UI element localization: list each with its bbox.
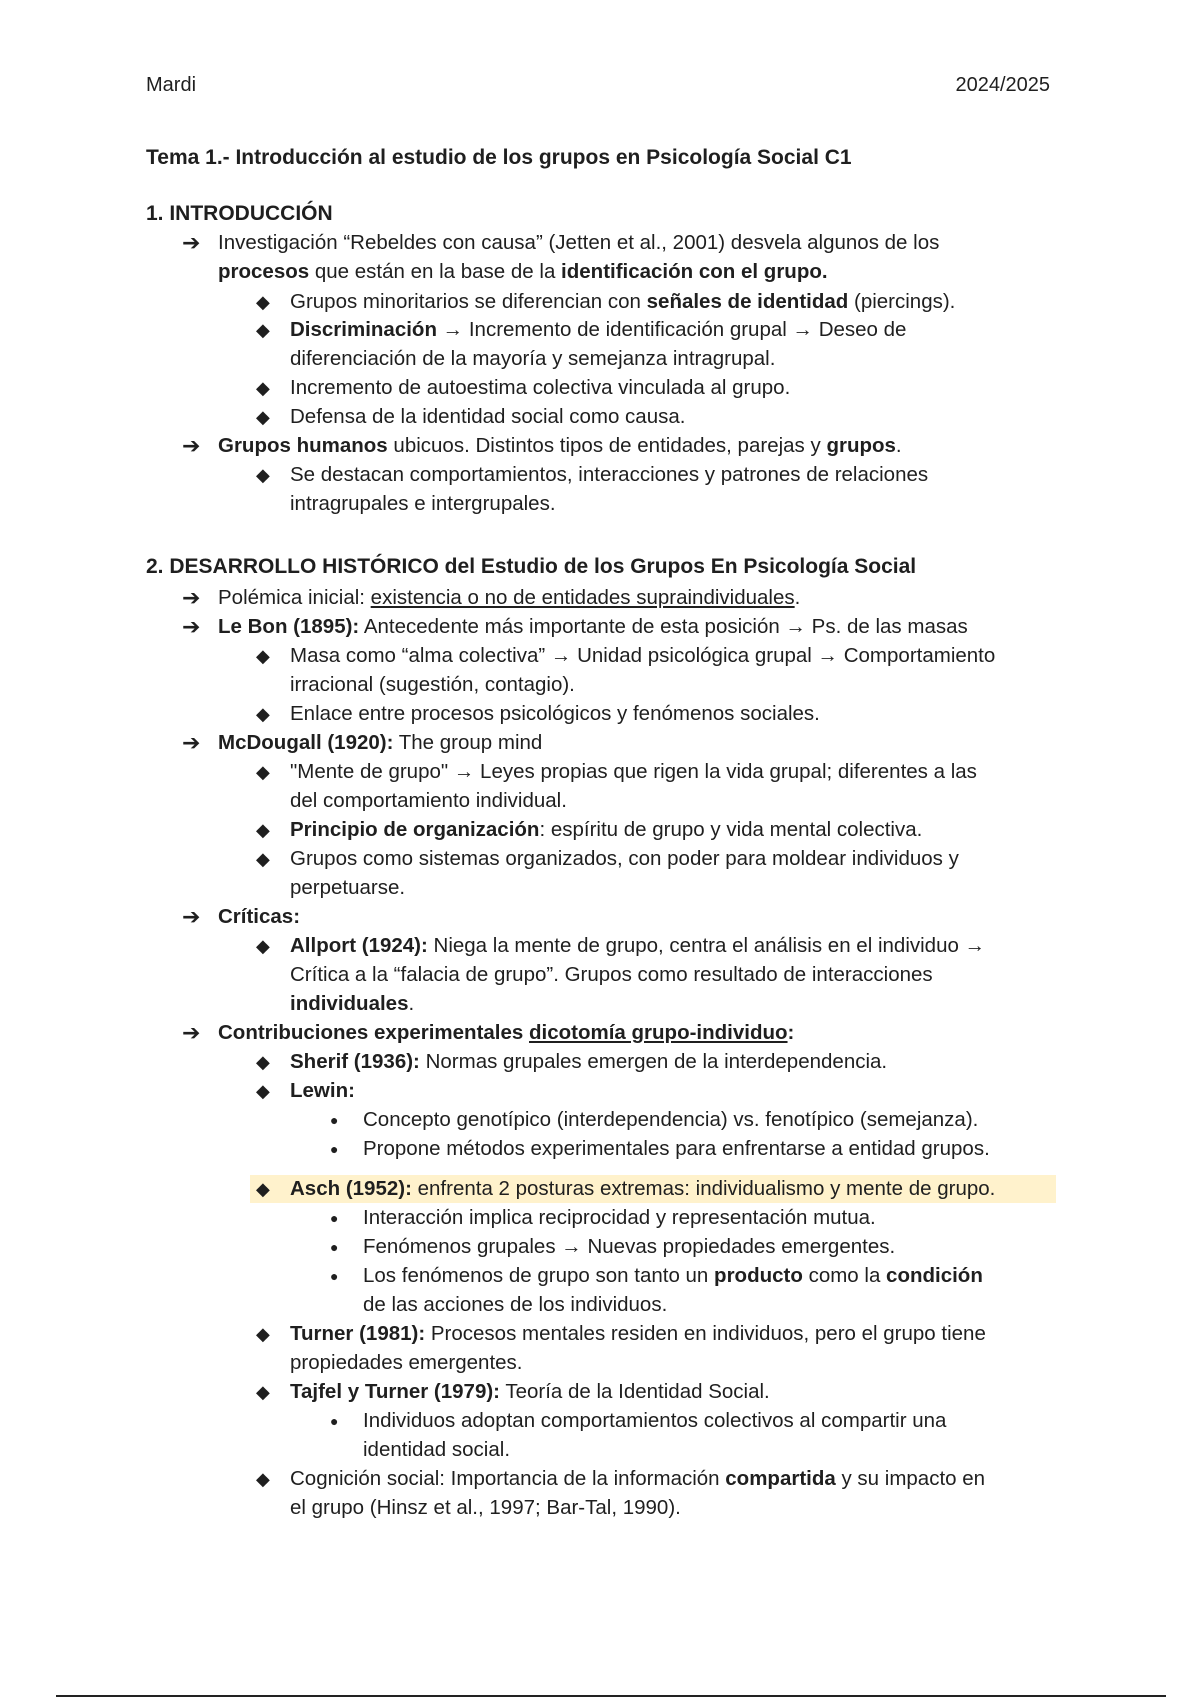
- section-heading-desarrollo-historico: 2. DESARROLLO HISTÓRICO del Estudio de los Grupos En Psicología Social: [146, 555, 917, 578]
- list-item: Discriminación → Incremento de identificación grupal → Deseo de: [290, 318, 907, 341]
- diamond-bullet-icon: ◆: [256, 1382, 270, 1402]
- diamond-bullet-icon: ◆: [256, 292, 270, 312]
- dot-bullet-icon: ●: [330, 1210, 339, 1226]
- section-heading-introduccion: 1. INTRODUCCIÓN: [146, 202, 333, 225]
- list-item-continuation: el grupo (Hinsz et al., 1997; Bar-Tal, 1990).: [290, 1496, 681, 1519]
- arrow-bullet-icon: ➔: [182, 230, 201, 255]
- diamond-bullet-icon: ◆: [256, 1081, 270, 1101]
- arrow-bullet-icon: ➔: [182, 433, 201, 458]
- arrow-bullet-icon: ➔: [182, 585, 201, 610]
- list-item-continuation: de las acciones de los individuos.: [363, 1293, 668, 1316]
- diamond-bullet-icon: ◆: [256, 1179, 270, 1199]
- list-item-continuation: individuales.: [290, 992, 415, 1015]
- list-item: Sherif (1936): Normas grupales emergen de la interdependencia.: [290, 1050, 888, 1073]
- arrow-bullet-icon: ➔: [182, 730, 201, 755]
- header-right: 2024/2025: [955, 74, 1050, 96]
- doc-title: Tema 1.- Introducción al estudio de los grupos en Psicología Social C1: [146, 146, 852, 169]
- list-item: Contribuciones experimentales dicotomía grupo-individuo:: [218, 1021, 795, 1044]
- arrow-bullet-icon: ➔: [182, 1020, 201, 1045]
- list-item: Polémica inicial: existencia o no de entidades supraindividuales.: [218, 586, 801, 609]
- list-item-continuation: del comportamiento individual.: [290, 789, 567, 812]
- list-item: Defensa de la identidad social como causa.: [290, 405, 686, 428]
- dot-bullet-icon: ●: [330, 1268, 339, 1284]
- list-item-continuation: intragrupales e intergrupales.: [290, 492, 556, 515]
- list-item: Críticas:: [218, 905, 301, 928]
- list-item: Los fenómenos de grupo son tanto un producto como la condición: [363, 1264, 983, 1287]
- list-item: Incremento de autoestima colectiva vinculada al grupo.: [290, 376, 791, 399]
- dot-bullet-icon: ●: [330, 1112, 339, 1128]
- diamond-bullet-icon: ◆: [256, 849, 270, 869]
- diamond-bullet-icon: ◆: [256, 1324, 270, 1344]
- list-item-highlighted: Asch (1952): enfrenta 2 posturas extremas: individualismo y mente de grupo.: [290, 1177, 996, 1200]
- arrow-bullet-icon: ➔: [182, 614, 201, 639]
- diamond-bullet-icon: ◆: [256, 407, 270, 427]
- diamond-bullet-icon: ◆: [256, 936, 270, 956]
- list-item: Cognición social: Importancia de la información compartida y su impacto en: [290, 1467, 986, 1490]
- list-item: Interacción implica reciprocidad y representación mutua.: [363, 1206, 876, 1229]
- list-item-continuation: identidad social.: [363, 1438, 511, 1461]
- list-item: Concepto genotípico (interdependencia) vs. fenotípico (semejanza).: [363, 1108, 979, 1131]
- list-item: Individuos adoptan comportamientos colectivos al compartir una: [363, 1409, 947, 1432]
- list-item: Se destacan comportamientos, interacciones y patrones de relaciones: [290, 463, 929, 486]
- list-item: Propone métodos experimentales para enfrentarse a entidad grupos.: [363, 1137, 990, 1160]
- list-item: Masa como “alma colectiva” → Unidad psicológica grupal → Comportamiento: [290, 644, 996, 667]
- diamond-bullet-icon: ◆: [256, 1052, 270, 1072]
- diamond-bullet-icon: ◆: [256, 320, 270, 340]
- diamond-bullet-icon: ◆: [256, 646, 270, 666]
- list-item: Grupos como sistemas organizados, con poder para moldear individuos y: [290, 847, 959, 870]
- dot-bullet-icon: ●: [330, 1239, 339, 1255]
- list-item: Grupos minoritarios se diferencian con señales de identidad (piercings).: [290, 290, 956, 313]
- diamond-bullet-icon: ◆: [256, 378, 270, 398]
- list-item: Le Bon (1895): Antecedente más importante de esta posición → Ps. de las masas: [218, 615, 968, 638]
- list-item-continuation: procesos que están en la base de la identificación con el grupo.: [218, 260, 828, 283]
- list-item-continuation: Crítica a la “falacia de grupo”. Grupos como resultado de interacciones: [290, 963, 933, 986]
- list-item: Grupos humanos ubicuos. Distintos tipos de entidades, parejas y grupos.: [218, 434, 902, 457]
- list-item: Allport (1924): Niega la mente de grupo, centra el análisis en el individuo →: [290, 934, 986, 957]
- list-item: Lewin:: [290, 1079, 355, 1102]
- footer-divider: [56, 1695, 1166, 1697]
- diamond-bullet-icon: ◆: [256, 704, 270, 724]
- list-item: "Mente de grupo" → Leyes propias que rigen la vida grupal; diferentes a las: [290, 760, 977, 783]
- list-item-continuation: perpetuarse.: [290, 876, 406, 899]
- list-item-continuation: irracional (sugestión, contagio).: [290, 673, 575, 696]
- list-item: Enlace entre procesos psicológicos y fenómenos sociales.: [290, 702, 820, 725]
- diamond-bullet-icon: ◆: [256, 1469, 270, 1489]
- list-item: Tajfel y Turner (1979): Teoría de la Identidad Social.: [290, 1380, 770, 1403]
- diamond-bullet-icon: ◆: [256, 762, 270, 782]
- dot-bullet-icon: ●: [330, 1141, 339, 1157]
- list-item-continuation: diferenciación de la mayoría y semejanza intragrupal.: [290, 347, 776, 370]
- header-left: Mardi: [146, 74, 197, 96]
- list-item: Turner (1981): Procesos mentales residen en individuos, pero el grupo tiene: [290, 1322, 986, 1345]
- list-item: McDougall (1920): The group mind: [218, 731, 543, 754]
- list-item: Investigación “Rebeldes con causa” (Jetten et al., 2001) desvela algunos de los: [218, 231, 940, 254]
- arrow-bullet-icon: ➔: [182, 904, 201, 929]
- list-item: Principio de organización: espíritu de grupo y vida mental colectiva.: [290, 818, 923, 841]
- diamond-bullet-icon: ◆: [256, 465, 270, 485]
- list-item-continuation: propiedades emergentes.: [290, 1351, 523, 1374]
- dot-bullet-icon: ●: [330, 1413, 339, 1429]
- list-item: Fenómenos grupales → Nuevas propiedades emergentes.: [363, 1235, 896, 1258]
- diamond-bullet-icon: ◆: [256, 820, 270, 840]
